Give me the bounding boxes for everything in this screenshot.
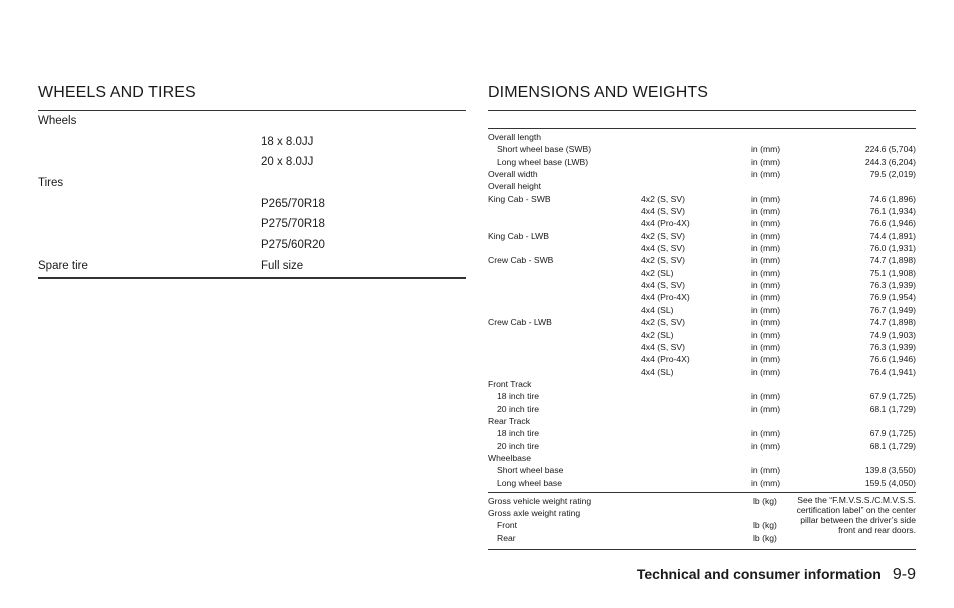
dimension-label: Rear Track [488, 415, 531, 426]
dimension-label: Short wheel base (SWB) [497, 144, 592, 155]
dimension-label: Overall width [488, 169, 538, 180]
wheels-tires-row [38, 214, 466, 235]
wheels-tires-row [38, 132, 466, 153]
dimensions-section [488, 84, 916, 550]
dimension-label: Long wheel base (LWB) [497, 156, 589, 167]
dimension-unit: in (mm) [751, 341, 781, 352]
wheels-tires-row [38, 152, 466, 173]
dimension-label: Overall height [488, 181, 542, 192]
dimension-value: 67.9 (1,725) [869, 391, 916, 402]
dimension-row [488, 341, 916, 353]
wheels-tires-value: 18 x 8.0JJ [261, 135, 314, 148]
dimension-unit: in (mm) [751, 292, 781, 303]
dimension-label: Crew Cab - SWB [488, 255, 554, 266]
dimension-unit: in (mm) [751, 267, 781, 278]
wheels-tires-label: Wheels [38, 115, 77, 127]
dimension-label: 20 inch tire [497, 440, 540, 451]
dimension-value: 76.3 (1,939) [869, 341, 916, 352]
dimension-label: King Cab - SWB [488, 193, 551, 204]
dimension-variant: 4x4 (SL) [641, 366, 674, 377]
weight-unit: lb (kg) [753, 495, 777, 506]
dimension-row [488, 291, 916, 303]
wheels-tires-row [38, 194, 466, 215]
wheels-tires-row [38, 173, 466, 194]
dimension-unit: in (mm) [751, 403, 781, 414]
dimension-value: 76.0 (1,931) [869, 243, 916, 254]
dimension-value: 76.1 (1,934) [869, 206, 916, 217]
dimension-row [488, 304, 916, 316]
dimension-value: 139.8 (3,550) [864, 465, 916, 476]
dimension-unit: in (mm) [751, 280, 781, 291]
dimension-unit: in (mm) [751, 440, 781, 451]
dimension-label: Crew Cab - LWB [488, 317, 552, 328]
wheels-tires-label: Tires [38, 177, 64, 190]
dimension-value: 68.1 (1,729) [869, 440, 916, 451]
wheels-tires-row [38, 235, 466, 256]
weight-row [488, 519, 916, 531]
wheels-tires-row [38, 256, 466, 277]
dimension-row [488, 143, 916, 155]
wheels-tires-value: Full size [261, 259, 304, 272]
dimension-label: Wheelbase [488, 452, 531, 463]
dimension-variant: 4x2 (S, SV) [641, 230, 685, 241]
dimension-unit: in (mm) [751, 329, 781, 340]
weights-table [488, 492, 916, 550]
dimension-variant: 4x4 (S, SV) [641, 280, 685, 291]
weight-unit: lb (kg) [753, 520, 777, 531]
dimension-row [488, 440, 916, 452]
dimension-unit: in (mm) [751, 193, 781, 204]
page-footer [637, 566, 916, 584]
dimension-value: 159.5 (4,050) [864, 477, 916, 488]
dimension-value: 74.6 (1,896) [869, 193, 916, 204]
dimension-row [488, 168, 916, 180]
dimension-value: 74.4 (1,891) [869, 230, 916, 241]
wheels-tires-row [38, 111, 466, 132]
wheels-tires-section [38, 84, 466, 279]
dimension-row [488, 366, 916, 378]
wheels-tires-value: P265/70R18 [261, 197, 325, 210]
dimension-variant: 4x4 (Pro-4X) [641, 354, 690, 365]
dimension-value: 76.3 (1,939) [869, 280, 916, 291]
dimension-label: 18 inch tire [497, 428, 540, 439]
dimension-value: 67.9 (1,725) [869, 428, 916, 439]
dimension-variant: 4x2 (S, SV) [641, 193, 685, 204]
dimension-variant: 4x4 (Pro-4X) [641, 292, 690, 303]
dimension-row [488, 230, 916, 242]
weights-note: See the “F.M.V.S.S./C.M.V.S.S. certification label” on the center pillar between the driver’s side front and rear doors. [796, 494, 916, 536]
dimension-variant: 4x2 (S, SV) [641, 255, 685, 266]
dimension-unit: in (mm) [751, 206, 781, 217]
weight-row [488, 507, 916, 519]
dimension-row [488, 193, 916, 205]
dimension-unit: in (mm) [751, 354, 781, 365]
dimension-row [488, 378, 916, 390]
dimension-row [488, 254, 916, 266]
dimension-label: King Cab - LWB [488, 230, 549, 241]
dimension-value: 76.9 (1,954) [869, 292, 916, 303]
dimensions-table [488, 128, 916, 489]
dimension-label: 20 inch tire [497, 403, 540, 414]
weight-label: Front [497, 520, 518, 531]
dimension-variant: 4x4 (S, SV) [641, 206, 685, 217]
dimension-unit: in (mm) [751, 477, 781, 488]
dimension-value: 224.6 (5,704) [864, 144, 916, 155]
weight-label: Rear [497, 532, 516, 543]
dimension-row [488, 329, 916, 341]
wheels-tires-table [38, 111, 466, 279]
dimension-row [488, 205, 916, 217]
wheels-tires-value: P275/70R18 [261, 218, 325, 231]
dimension-unit: in (mm) [751, 428, 781, 439]
dimension-row [488, 316, 916, 328]
wheels-tires-title: WHEELS AND TIRES [38, 84, 466, 111]
dimension-variant: 4x4 (Pro-4X) [641, 218, 690, 229]
dimension-variant: 4x4 (S, SV) [641, 243, 685, 254]
dimension-variant: 4x4 (S, SV) [641, 341, 685, 352]
wheels-tires-value: 20 x 8.0JJ [261, 156, 314, 169]
dimension-unit: in (mm) [751, 366, 781, 377]
dimension-row [488, 452, 916, 464]
dimension-label: 18 inch tire [497, 391, 540, 402]
dimension-row [488, 427, 916, 439]
dimension-label: Front Track [488, 378, 532, 389]
wheels-tires-label: Spare tire [38, 259, 88, 272]
dimension-value: 79.5 (2,019) [869, 169, 916, 180]
dimension-row [488, 279, 916, 291]
weight-label: Gross vehicle weight rating [488, 495, 592, 506]
dimension-variant: 4x2 (SL) [641, 329, 674, 340]
dimension-unit: in (mm) [751, 230, 781, 241]
dimension-value: 74.7 (1,898) [869, 255, 916, 266]
dimension-label: Long wheel base [497, 477, 562, 488]
weight-unit: lb (kg) [753, 532, 777, 543]
dimension-row [488, 131, 916, 143]
dimension-label: Overall length [488, 132, 542, 142]
dimension-value: 76.6 (1,946) [869, 354, 916, 365]
dimension-row [488, 217, 916, 229]
dimension-variant: 4x4 (SL) [641, 304, 674, 315]
dimension-row [488, 477, 916, 489]
dimension-row [488, 242, 916, 254]
dimension-row [488, 180, 916, 192]
dimension-row [488, 390, 916, 402]
dimension-row [488, 415, 916, 427]
footer-section: Technical and consumer information [636, 566, 881, 582]
dimension-label: Short wheel base [497, 465, 564, 476]
page-number: 9-9 [892, 566, 916, 583]
dimension-unit: in (mm) [751, 304, 781, 315]
wheels-tires-value: P275/60R20 [261, 239, 325, 252]
dimension-row [488, 353, 916, 365]
dimension-row [488, 464, 916, 476]
dimension-unit: in (mm) [751, 156, 781, 167]
dimension-value: 74.9 (1,903) [869, 329, 916, 340]
weight-row [488, 532, 916, 544]
dimension-row [488, 267, 916, 279]
dimension-variant: 4x2 (SL) [641, 267, 674, 278]
dimension-unit: in (mm) [751, 465, 781, 476]
dimension-unit: in (mm) [751, 243, 781, 254]
dimension-value: 74.7 (1,898) [869, 317, 916, 328]
weight-label: Gross axle weight rating [488, 508, 581, 519]
dimension-unit: in (mm) [751, 317, 781, 328]
dimension-row [488, 156, 916, 168]
dimension-value: 244.3 (6,204) [864, 156, 916, 167]
dimension-value: 76.6 (1,946) [869, 218, 916, 229]
dimension-row [488, 403, 916, 415]
dimension-unit: in (mm) [751, 218, 781, 229]
dimensions-title: DIMENSIONS AND WEIGHTS [488, 84, 916, 111]
dimension-unit: in (mm) [751, 169, 781, 180]
dimension-value: 76.7 (1,949) [869, 304, 916, 315]
dimension-variant: 4x2 (S, SV) [641, 317, 685, 328]
dimension-value: 68.1 (1,729) [869, 403, 916, 414]
dimension-unit: in (mm) [751, 255, 781, 266]
dimension-value: 75.1 (1,908) [869, 267, 916, 278]
dimension-value: 76.4 (1,941) [869, 366, 916, 377]
dimension-unit: in (mm) [751, 391, 781, 402]
dimension-unit: in (mm) [751, 144, 781, 155]
weight-row [488, 495, 916, 507]
